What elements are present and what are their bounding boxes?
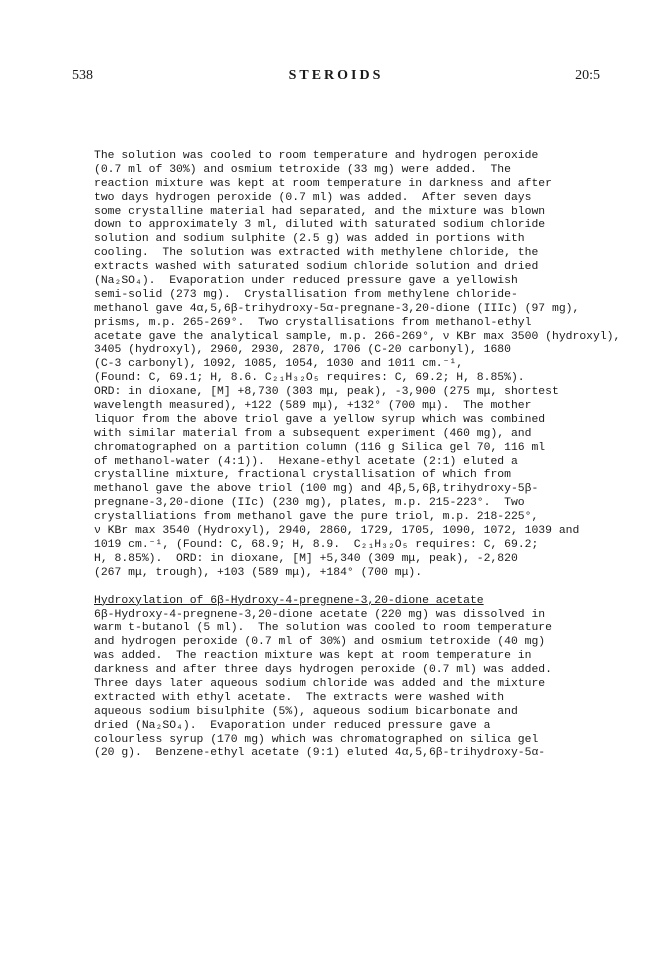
text-line: ORD: in dioxane, [M] +8,730 (303 mμ, peak), -3,900 (275 mμ, shortest [94, 386, 559, 399]
text-line: crystalline mixture, fractional crystallisation of which from [94, 469, 511, 482]
text-line: down to approximately 3 ml, diluted with saturated sodium chloride [94, 219, 546, 232]
text-line: was added. The reaction mixture was kept at room temperature in [94, 650, 532, 663]
text-line: semi-solid (273 mg). Crystallisation from methylene chloride- [94, 288, 518, 301]
text-line: aqueous sodium bisulphite (5%), aqueous sodium bicarbonate and [94, 705, 518, 718]
text-line: (267 mμ, trough), +103 (589 mμ), +184° (700 mμ). [94, 566, 423, 579]
text-line: 6β-Hydroxy-4-pregnene-3,20-dione acetate (220 mg) was dissolved in [94, 608, 546, 621]
text-line: dried (Na₂SO₄). Evaporation under reduced pressure gave a [94, 719, 491, 732]
page-number: 538 [72, 68, 93, 83]
document-body [94, 150, 621, 761]
text-line: Three days later aqueous sodium chloride was added and the mixture [94, 677, 546, 690]
text-line: with similar material from a subsequent experiment (460 mg), and [94, 427, 532, 440]
paragraph-reaction-workup [94, 150, 621, 581]
paragraph-hydroxylation [94, 609, 594, 762]
text-line: crystalliations from methanol gave the pure triol, m.p. 218-225°, [94, 511, 539, 524]
text-line: reaction mixture was kept at room temperature in darkness and after [94, 177, 552, 190]
text-line: extracted with ethyl acetate. The extracts were washed with [94, 691, 505, 704]
text-line: cooling. The solution was extracted with methylene chloride, the [94, 247, 539, 260]
text-line: wavelength measured), +122 (589 mμ), +132° (700 mμ). The mother [94, 400, 532, 413]
text-line: (Found: C, 69.1; H, 8.6. C₂₁H₃₂O₅ requires: C, 69.2; H, 8.85%). [94, 372, 525, 385]
text-line: H, 8.85%). ORD: in dioxane, [M] +5,340 (309 mμ, peak), -2,820 [94, 552, 518, 565]
text-line: acetate gave the analytical sample, m.p. 266-269°, ν KBr max 3500 (hydroxyl), [94, 330, 621, 343]
text-line: methanol gave the above triol (100 mg) and 4β,5,6β,trihydroxy-5β- [94, 483, 539, 496]
text-line: warm t-butanol (5 ml). The solution was cooled to room temperature [94, 622, 552, 635]
text-line: pregnane-3,20-dione (IIc) (230 mg), plates, m.p. 215-223°. Two [94, 497, 525, 510]
text-line: two days hydrogen peroxide (0.7 ml) was added. After seven days [94, 191, 532, 204]
text-line: (20 g). Benzene-ethyl acetate (9:1) eluted 4α,5,6β-trihydroxy-5α- [94, 747, 546, 760]
volume-number: 20:5 [575, 68, 600, 83]
text-line: (0.7 ml of 30%) and osmium tetroxide (33 mg) were added. The [94, 163, 511, 176]
text-line: liquor from the above triol gave a yellow syrup which was combined [94, 413, 546, 426]
text-line: extracts washed with saturated sodium chloride solution and dried [94, 261, 539, 274]
text-line: 1019 cm.⁻¹, (Found: C, 68.9; H, 8.9. C₂₁H₃₂O₅ requires: C, 69.2; [94, 538, 539, 551]
text-line: colourless syrup (170 mg) which was chromatographed on silica gel [94, 733, 539, 746]
text-line: methanol gave 4α,5,6β-trihydroxy-5α-pregnane-3,20-dione (IIIc) (97 mg), [94, 302, 580, 315]
running-title: STEROIDS [288, 68, 384, 83]
page-header [72, 68, 600, 88]
text-line: (C-3 carbonyl), 1092, 1085, 1054, 1030 and 1011 cm.⁻¹, [94, 358, 464, 371]
text-line: The solution was cooled to room temperature and hydrogen peroxide [94, 150, 539, 162]
text-line: and hydrogen peroxide (0.7 ml of 30%) and osmium tetroxide (40 mg) [94, 636, 546, 649]
text-line: ν KBr max 3540 (Hydroxyl), 2940, 2860, 1729, 1705, 1090, 1072, 1039 and [94, 525, 580, 538]
text-line: chromatographed on a partition column (116 g Silica gel 70, 116 ml [94, 441, 546, 454]
section-heading: Hydroxylation of 6β-Hydroxy-4-pregnene-3,20-dione acetate [94, 594, 484, 607]
text-line: darkness and after three days hydrogen peroxide (0.7 ml) was added. [94, 664, 552, 677]
text-line: prisms, m.p. 265-269°. Two crystallisations from methanol-ethyl [94, 316, 532, 329]
text-line: 3405 (hydroxyl), 2960, 2930, 2870, 1706 (C-20 carbonyl), 1680 [94, 344, 511, 357]
text-line: solution and sodium sulphite (2.5 g) was added in portions with [94, 233, 525, 246]
text-line: some crystalline material had separated, and the mixture was blown [94, 205, 546, 218]
text-line: of methanol-water (4:1)). Hexane-ethyl acetate (2:1) eluted a [94, 455, 518, 468]
text-line: (Na₂SO₄). Evaporation under reduced pressure gave a yellowish [94, 275, 518, 288]
